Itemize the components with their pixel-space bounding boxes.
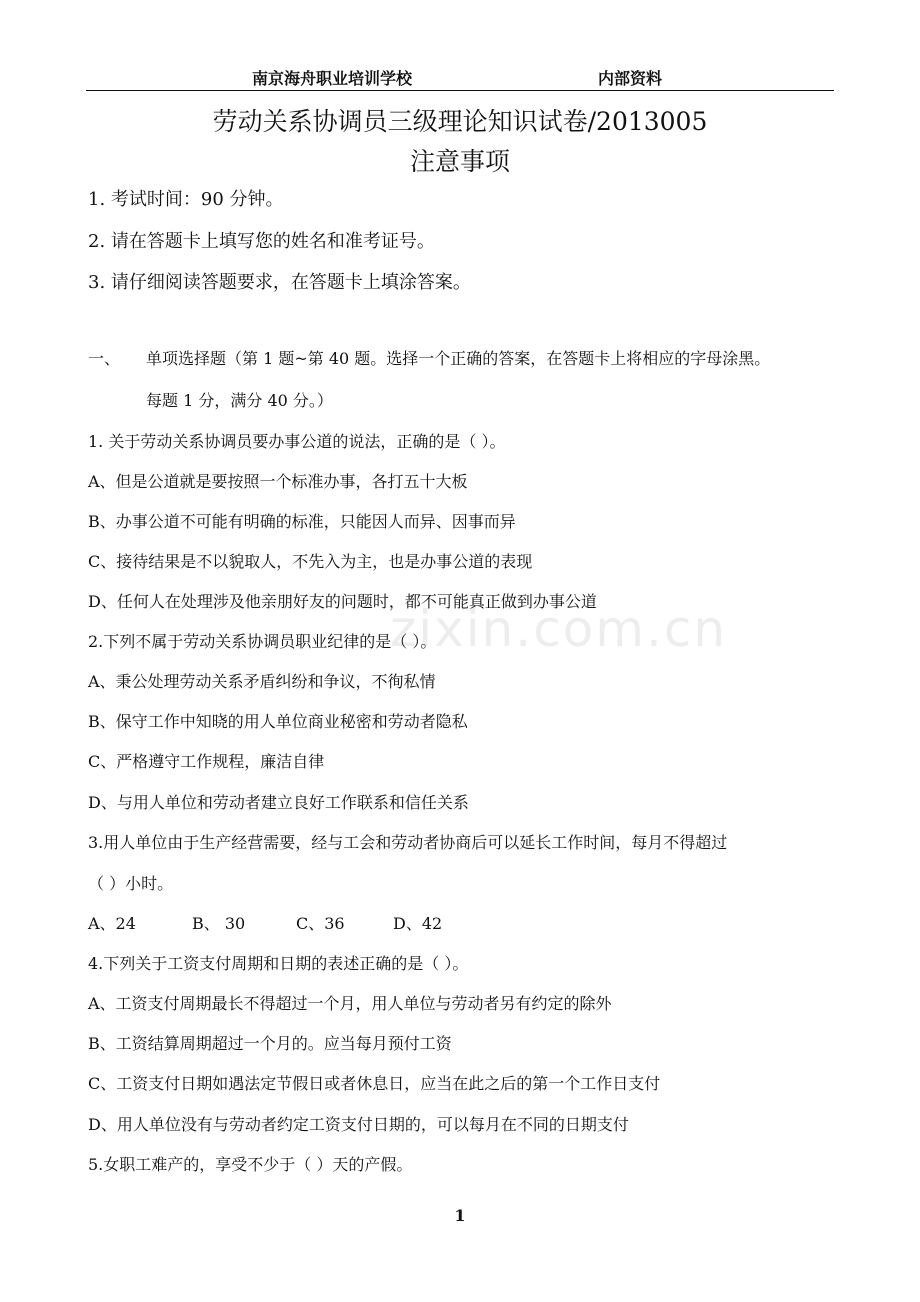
note-item: 3. 请仔细阅读答题要求，在答题卡上填涂答案。 bbox=[88, 272, 471, 293]
option-c: C、工资支付日期如遇法定节假日或者休息日，应当在此之后的第一个工作日支付 bbox=[88, 1074, 661, 1093]
option-d: D、与用人单位和劳动者建立良好工作联系和信任关系 bbox=[88, 793, 469, 812]
section-heading bbox=[88, 346, 770, 369]
section-instructions-cont: 每题 1 分，满分 40 分。） bbox=[146, 391, 333, 410]
note-item: 2. 请在答题卡上填写您的姓名和准考证号。 bbox=[88, 231, 435, 252]
question-stem-cont: （ ）小时。 bbox=[88, 874, 174, 893]
option-d: D、任何人在处理涉及他亲朋好友的问题时，都不可能真正做到办事公道 bbox=[88, 592, 597, 611]
option-b: B、保守工作中知晓的用人单位商业秘密和劳动者隐私 bbox=[88, 712, 468, 731]
question-stem: 3.用人单位由于生产经营需要，经与工会和劳动者协商后可以延长工作时间，每月不得超过 bbox=[88, 833, 728, 852]
option-a: A、工资支付周期最长不得超过一个月，用人单位与劳动者另有约定的除外 bbox=[88, 994, 612, 1013]
option-b: B、 30 bbox=[192, 914, 246, 933]
option-a: A、但是公道就是要按照一个标准办事，各打五十大板 bbox=[88, 472, 468, 491]
notes-heading: 注意事项 bbox=[409, 147, 510, 176]
option-d: D、42 bbox=[393, 914, 443, 933]
exam-title: 劳动关系协调员三级理论知识试卷/2013005 bbox=[212, 107, 708, 136]
section-number: 一、 bbox=[88, 349, 121, 368]
options-row bbox=[88, 911, 442, 934]
option-b: B、办事公道不可能有明确的标准，只能因人而异、因事而异 bbox=[88, 512, 516, 531]
internal-label: 内部资料 bbox=[598, 69, 663, 88]
question-stem: 1. 关于劳动关系协调员要办事公道的说法，正确的是（ ）。 bbox=[88, 432, 506, 451]
option-c: C、严格遵守工作规程，廉洁自律 bbox=[88, 752, 325, 771]
option-d: D、用人单位没有与劳动者约定工资支付日期的，可以每月在不同的日期支付 bbox=[88, 1115, 629, 1134]
section-instructions: 单项选择题（第 1 题~第 40 题。选择一个正确的答案，在答题卡上将相应的字母涂黑。 bbox=[146, 349, 771, 368]
option-c: C、接待结果是不以貌取人，不先入为主，也是办事公道的表现 bbox=[88, 552, 533, 571]
school-name: 南京海舟职业培训学校 bbox=[252, 69, 413, 88]
option-a: A、24 bbox=[88, 914, 136, 933]
watermark: zixin.com.cn bbox=[390, 600, 728, 658]
option-a: A、秉公处理劳动关系矛盾纠纷和争议，不徇私情 bbox=[88, 672, 436, 691]
question-stem: 2.下列不属于劳动关系协调员职业纪律的是（ ）。 bbox=[88, 632, 437, 651]
option-c: C、36 bbox=[296, 914, 345, 933]
option-b: B、工资结算周期超过一个月的。应当每月预付工资 bbox=[88, 1034, 452, 1053]
note-item: 1. 考试时间：90 分钟。 bbox=[88, 189, 284, 210]
question-stem: 4.下列关于工资支付周期和日期的表述正确的是（ ）。 bbox=[88, 954, 469, 973]
question-stem: 5.女职工难产的，享受不少于（ ）天的产假。 bbox=[88, 1155, 413, 1174]
page-number: 1 bbox=[454, 1206, 466, 1225]
page-header bbox=[86, 66, 834, 91]
